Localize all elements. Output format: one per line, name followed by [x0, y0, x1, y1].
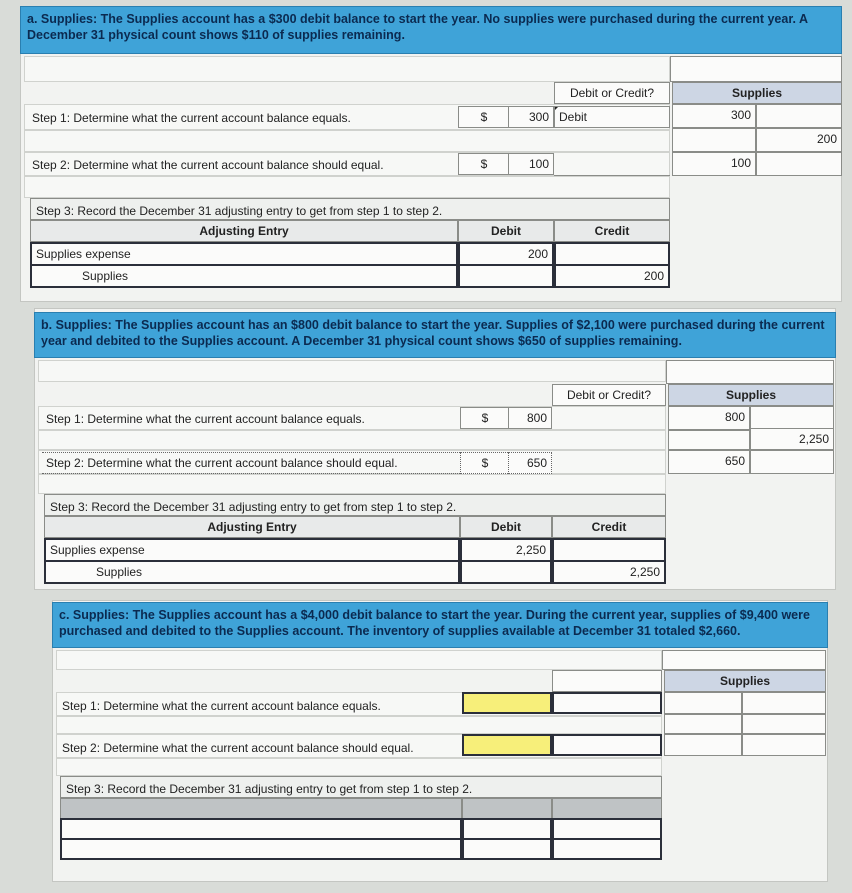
section-b-header: b. Supplies: The Supplies account has an $800 debit balance to start the year. Supplies of $2,100 were purchased during the current year and debited to the Supplies account. A December 31 physical count shows $650 of supplies remaining. — [34, 312, 836, 358]
a-supplies-taccount-title: Supplies — [672, 82, 842, 104]
c-entry2-debit[interactable] — [462, 838, 552, 860]
a-entry2-debit[interactable] — [458, 264, 554, 288]
c-step2-amount[interactable] — [462, 734, 552, 756]
a-spacer-row — [24, 130, 670, 152]
b-step1-amount[interactable]: 800 — [508, 407, 552, 429]
b-entry1-account[interactable]: Supplies expense — [44, 538, 460, 562]
a-taccount-left-gap — [672, 128, 756, 152]
a-debit-header: Debit — [458, 220, 554, 242]
a-adjusting-entry-header: Adjusting Entry — [30, 220, 458, 242]
c-adjusting-entry-header — [60, 798, 462, 820]
a-step2-dollar: $ — [458, 153, 510, 175]
b-step2-dollar: $ — [460, 452, 510, 474]
c-spacer-row-2 — [56, 758, 662, 776]
b-step1-dollar: $ — [460, 407, 510, 429]
b-credit-header: Credit — [552, 516, 666, 538]
a-step2-amount[interactable]: 100 — [508, 153, 554, 175]
c-step1-label: Step 1: Determine what the current account balance equals. — [62, 699, 381, 713]
b-spacer-row — [38, 430, 666, 450]
b-step1-label: Step 1: Determine what the current account balance equals. — [46, 412, 365, 426]
b-supplies-taccount-title: Supplies — [668, 384, 834, 406]
b-row-spacer — [38, 360, 666, 382]
a-credit-header: Credit — [554, 220, 670, 242]
c-spacer-row — [56, 716, 662, 734]
b-adjusting-entry-header: Adjusting Entry — [44, 516, 460, 538]
a-taccount-right-2-empty — [756, 152, 842, 176]
b-supplies-taccount-top — [666, 360, 834, 384]
c-entry2-credit[interactable] — [552, 838, 662, 860]
c-row-spacer — [56, 650, 662, 670]
b-spacer-row-2 — [38, 474, 666, 494]
a-step1-debit-credit[interactable]: Debit — [554, 106, 670, 128]
b-step3-label: Step 3: Record the December 31 adjusting entry to get from step 1 to step 2. — [50, 500, 457, 514]
c-taccount-right-gap — [742, 714, 826, 734]
c-step2-label: Step 2: Determine what the current account balance should equal. — [62, 741, 414, 755]
c-taccount-left-2 — [664, 734, 742, 756]
c-taccount-left-gap — [664, 714, 742, 734]
b-entry2-debit[interactable] — [460, 560, 552, 584]
b-entry2-account[interactable]: Supplies — [44, 560, 460, 584]
a-taccount-left-2: 100 — [672, 152, 756, 176]
c-debit-header — [462, 798, 552, 820]
b-taccount-left-gap — [668, 430, 750, 450]
b-debit-or-credit-header: Debit or Credit? — [552, 384, 666, 406]
c-step3-label: Step 3: Record the December 31 adjusting entry to get from step 1 to step 2. — [66, 782, 473, 796]
c-entry2-account[interactable] — [60, 838, 462, 860]
b-entry1-credit[interactable] — [552, 538, 666, 562]
c-supplies-taccount-title: Supplies — [664, 670, 826, 692]
a-entry1-debit[interactable]: 200 — [458, 242, 554, 266]
c-entry1-credit[interactable] — [552, 818, 662, 840]
a-step3-label: Step 3: Record the December 31 adjusting entry to get from step 1 to step 2. — [36, 204, 443, 218]
section-c-header: c. Supplies: The Supplies account has a $4,000 debit balance to start the year. During the current year, supplies of $9,400 were purchased and debited to the Supplies account. The inventory of supplies available at December 31 totaled $2,660. — [52, 602, 828, 648]
b-entry1-debit[interactable]: 2,250 — [460, 538, 552, 562]
a-step2-label: Step 2: Determine what the current account balance should equal. — [32, 158, 384, 172]
b-step2-label: Step 2: Determine what the current account balance should equal. — [42, 452, 460, 474]
c-debit-or-credit-header — [552, 670, 662, 692]
b-taccount-left-1: 800 — [668, 406, 750, 430]
a-taccount-right-1: 200 — [756, 128, 842, 152]
c-supplies-taccount-top — [662, 650, 826, 670]
b-taccount-right-1: 2,250 — [750, 428, 834, 450]
c-taccount-right-1 — [742, 692, 826, 714]
a-taccount-left-1: 300 — [672, 104, 756, 128]
c-taccount-right-2 — [742, 734, 826, 756]
a-row-spacer — [24, 56, 670, 82]
b-taccount-right-2-empty — [750, 450, 834, 474]
c-credit-header — [552, 798, 662, 820]
b-entry2-credit[interactable]: 2,250 — [552, 560, 666, 584]
c-step1-debit-credit[interactable] — [552, 692, 662, 714]
c-taccount-left-1 — [664, 692, 742, 714]
b-debit-header: Debit — [460, 516, 552, 538]
a-step1-dollar: $ — [458, 106, 510, 128]
c-step1-amount[interactable] — [462, 692, 552, 714]
a-debit-or-credit-header: Debit or Credit? — [554, 82, 670, 104]
a-spacer-row-2 — [24, 176, 670, 198]
a-entry1-account[interactable]: Supplies expense — [30, 242, 458, 266]
a-step1-amount[interactable]: 300 — [508, 106, 554, 128]
b-step2-amount[interactable]: 650 — [508, 452, 552, 474]
a-entry2-credit[interactable]: 200 — [554, 264, 670, 288]
a-taccount-right-1-empty — [756, 104, 842, 128]
c-entry1-debit[interactable] — [462, 818, 552, 840]
a-supplies-taccount-top — [670, 56, 842, 82]
b-taccount-left-2: 650 — [668, 450, 750, 474]
a-step1-label: Step 1: Determine what the current account balance equals. — [32, 111, 351, 125]
c-entry1-account[interactable] — [60, 818, 462, 840]
section-a-header: a. Supplies: The Supplies account has a $300 debit balance to start the year. No supplies were purchased during the current year. A December 31 physical count shows $110 of supplies remaining. — [20, 6, 842, 54]
a-entry1-credit[interactable] — [554, 242, 670, 266]
a-entry2-account[interactable]: Supplies — [30, 264, 458, 288]
b-taccount-right-1-empty — [750, 406, 834, 430]
c-step2-debit-credit[interactable] — [552, 734, 662, 756]
